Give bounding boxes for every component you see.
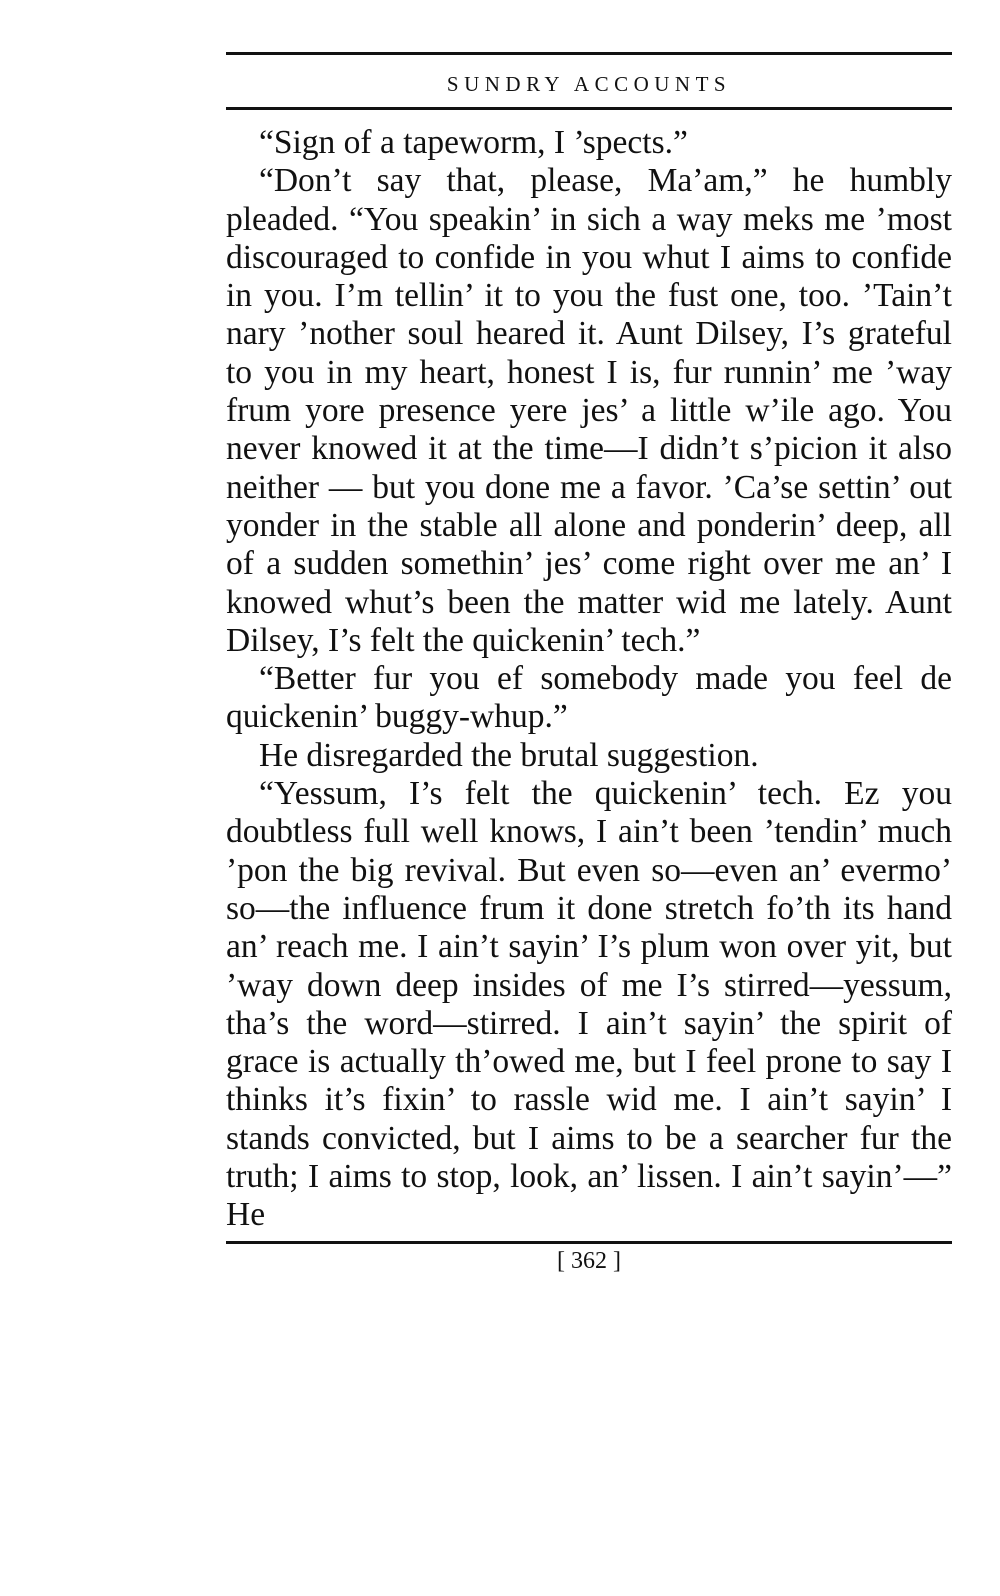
- page-number: [ 362 ]: [557, 1247, 621, 1274]
- paragraph: “Sign of a tapeworm, I ’spects.”: [259, 124, 688, 161]
- body-text: [226, 124, 952, 1235]
- footer-rule: [226, 1241, 952, 1244]
- paragraph: He disregarded the brutal suggestion.: [259, 736, 759, 774]
- running-head: SUNDRY ACCOUNTS: [446, 72, 732, 96]
- paragraph: “Better fur you ef somebody made you feel de quickenin’ buggy-whup.”: [226, 660, 952, 736]
- paragraph: “Don’t say that, please, Ma’am,” he humbly pleaded. “You speakin’ in sich a way meks me ’most discouraged to confide in you whut I aims to confide in you. I’m tellin’ it to you the fust one, too. ’Tain’t nary ’nother soul heared it. Aunt Dilsey, I’s grateful to you in my heart, honest I is, fur runnin’ me ’way frum yore presence yere jes’ a little w’ile ago. You never knowed it at the time—I didn’t s’picion it also neither — but you done me a favor. ’Ca’se settin’ out yonder in the stable all alone and ponderin’ deep, all of a sudden somethin’ jes’ come right over me an’ I knowed whut’s been the matter wid me lately. Aunt Dilsey, I’s felt the quickenin’ tech.”: [226, 162, 952, 659]
- book-page: [226, 52, 952, 1276]
- paragraph: “Yessum, I’s felt the quickenin’ tech. Ez you doubtless full well knows, I ain’t been ’tendin’ much ’pon the big revival. But even so—even an’ evermo’ so—the influence frum it done stretch fo’th its hand an’ reach me. I ain’t sayin’ I’s plum won over yit, but ’way down deep insides of me I’s stirred—yessum, tha’s the word—stirred. I ain’t sayin’ the spirit of grace is actually th’owed me, but I feel prone to say I thinks it’s fixin’ to rassle wid me. I ain’t sayin’ I stands convicted, but I aims to be a searcher fur the truth; I aims to stop, look, an’ lissen. I ain’t sayin’—” He: [226, 775, 952, 1234]
- header-rule: [226, 107, 952, 110]
